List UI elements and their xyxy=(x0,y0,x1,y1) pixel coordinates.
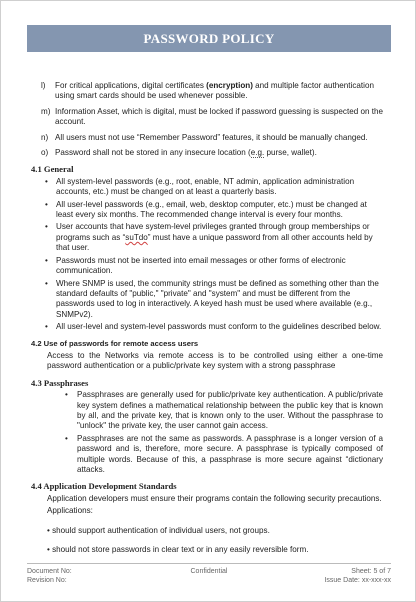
app-requirement: • should not store passwords in clear text or in any easily reversible form. xyxy=(47,545,309,555)
document-body xyxy=(31,81,383,557)
spellcheck-word: suTdo xyxy=(125,232,148,242)
list-marker: m) xyxy=(41,106,51,116)
list-text: Information Asset, which is digital, must be locked if password guessing is suspected on the account. xyxy=(55,106,383,127)
bullet-item: • Passwords must not be inserted into email messages or other forms of electronic communication. xyxy=(41,256,383,277)
section-heading-4-3: 4.3 Passphrases xyxy=(31,377,89,388)
list-item-o xyxy=(41,148,383,158)
bullet-item: • Passphrases are generally used for public/private key authentication. A public/private key system defines a mathematical relationship between the public key that is known by all, and the private key, that is known only to the user. Without the passphrase to "unlock" the private key, the user cannot gain access. xyxy=(59,390,383,432)
section-heading-4-1: 4.1 General xyxy=(31,164,74,175)
revision-number: Revision No: xyxy=(27,577,67,584)
list-item-l xyxy=(41,81,383,102)
app-dev-intro: Application developers must ensure their programs contain the following security precautions. xyxy=(47,493,382,503)
list-text: Password shall not be stored in any insecure location (e.g. purse, wallet). xyxy=(55,148,317,158)
list-item-m xyxy=(41,107,383,128)
bullet-item: • User accounts that have system-level privileges granted through group memberships or programs such as “suTdo” must have a unique password from all other accounts held by that user. xyxy=(41,222,383,253)
bullet-item: • All user-level and system-level passwords must conform to the guidelines described below. xyxy=(41,322,383,332)
eg-abbrev: e.g. xyxy=(250,148,265,158)
document-number: Document No: xyxy=(27,568,72,575)
bullet-item: • Where SNMP is used, the community strings must be defined as something other than the standard defaults of "public," "private" and "system" and must be different from the passwords used to log in interactively. A keyed hash must be used where available (e.g., SNMPv2). xyxy=(41,279,383,321)
bullet-item: • Passphrases are not the same as passwords. A passphrase is a longer version of a password and is, therefore, more secure. A passphrase is typically composed of multiple words. Because of this, a passphrase is more secure against “dictionary attacks. xyxy=(59,434,383,476)
section-heading-4-2: 4.2 Use of passwords for remote access users xyxy=(31,338,199,348)
app-requirement: • should support authentication of individual users, not groups. xyxy=(47,525,270,535)
list-text: For critical applications, digital certificates (encryption) and multiple factor authentication using smart cards should be used whenever possible. xyxy=(55,81,374,101)
list-text: All users must not use “Remember Password” features, it should be manually changed. xyxy=(55,132,368,142)
applications-label: Applications: xyxy=(47,506,93,516)
passphrase-bullets xyxy=(41,390,383,475)
list-marker: o) xyxy=(41,148,49,158)
page-title: PASSWORD POLICY xyxy=(27,25,391,52)
list-marker: l) xyxy=(41,81,46,90)
general-bullets xyxy=(41,177,383,333)
list-item-n xyxy=(41,133,383,143)
bullet-item: • All system-level passwords (e.g., root, enable, NT admin, application administration accounts, etc.) must be changed on at least a quarterly basis. xyxy=(41,177,383,198)
bullet-item: • All user-level passwords (e.g., email, web, desktop computer, etc.) must be changed at least every six months. The recommended change interval is every four months. xyxy=(41,200,383,221)
bold-term: (encryption) xyxy=(206,81,253,90)
remote-access-paragraph: Access to the Networks via remote access is to be controlled using either a one-time password authentication or a public/private key system with a strong passphrase xyxy=(47,350,383,371)
list-marker: n) xyxy=(41,132,49,142)
section-heading-4-4: 4.4 Application Development Standards xyxy=(31,481,177,492)
page-footer xyxy=(27,563,391,585)
confidential-label: Confidential xyxy=(190,568,228,575)
issue-date: Issue Date: xx-xxx-xx xyxy=(324,577,391,584)
sheet-number: Sheet: 5 of 7 xyxy=(351,568,391,575)
